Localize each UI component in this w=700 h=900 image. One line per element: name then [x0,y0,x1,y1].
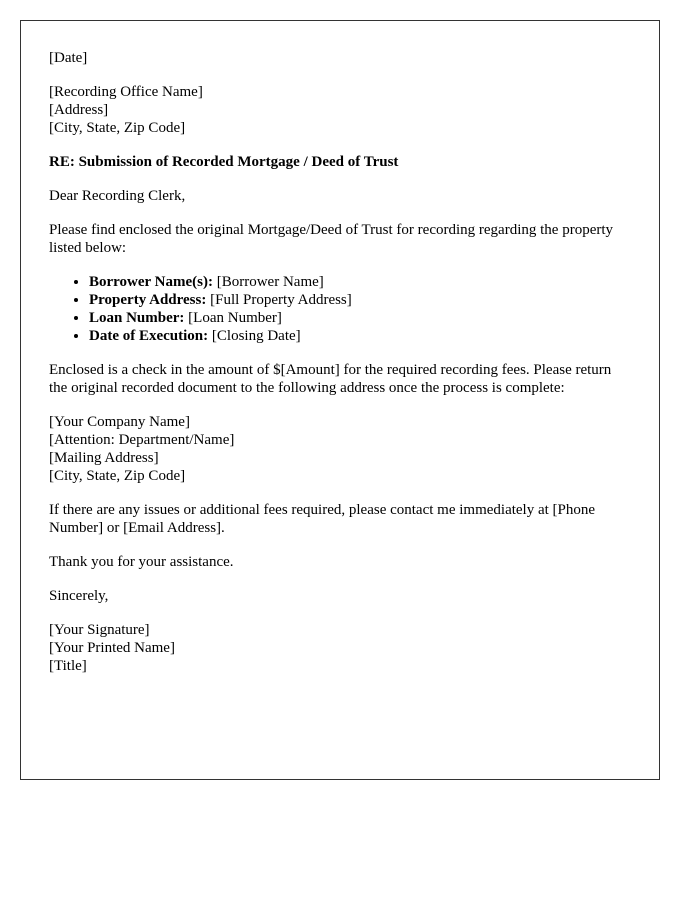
return-company-name: [Your Company Name] [49,414,190,430]
signature-block [49,621,631,675]
list-item [89,327,631,345]
detail-label: Date of Execution: [89,328,209,344]
contact-paragraph: If there are any issues or additional fees required, please contact me immediately at [Phone Number] or [Email Address]. [49,502,596,536]
property-details-list [49,273,631,345]
detail-label: Loan Number: [89,310,185,326]
signature-placeholder: [Your Signature] [49,622,150,638]
thanks-line [49,553,631,571]
recipient-address [49,83,631,137]
salutation-text: Dear Recording Clerk, [49,188,186,204]
detail-value: [Borrower Name] [212,274,324,290]
recipient-address-line: [Address] [49,102,109,118]
subject-line [49,153,631,171]
detail-value: [Closing Date] [208,328,301,344]
signer-title: [Title] [49,658,87,674]
letter-page [20,20,660,780]
detail-label: Borrower Name(s): [89,274,213,290]
return-attention: [Attention: Department/Name] [49,432,235,448]
recipient-city-state-zip: [City, State, Zip Code] [49,120,186,136]
return-city-state-zip: [City, State, Zip Code] [49,468,186,484]
return-mailing-address: [Mailing Address] [49,450,159,466]
thanks-text: Thank you for your assistance. [49,554,234,570]
list-item [89,309,631,327]
list-item [89,273,631,291]
list-item [89,291,631,309]
printed-name: [Your Printed Name] [49,640,175,656]
closing-text: Sincerely, [49,588,109,604]
recipient-office-name: [Recording Office Name] [49,84,203,100]
detail-value: [Loan Number] [184,310,282,326]
salutation [49,187,631,205]
detail-value: [Full Property Address] [206,292,352,308]
subject-text: RE: Submission of Recorded Mortgage / Deed of Trust [49,154,399,170]
letter-date [49,49,631,67]
fees-paragraph: Enclosed is a check in the amount of $[Amount] for the required recording fees. Please return the original recorded document to the following address once the process is complete: [49,362,612,396]
intro-paragraph: Please find enclosed the original Mortgage/Deed of Trust for recording regarding the property listed below: [49,222,614,256]
closing-line [49,587,631,605]
date-text: [Date] [49,50,88,66]
detail-label: Property Address: [89,292,207,308]
return-address [49,413,631,485]
